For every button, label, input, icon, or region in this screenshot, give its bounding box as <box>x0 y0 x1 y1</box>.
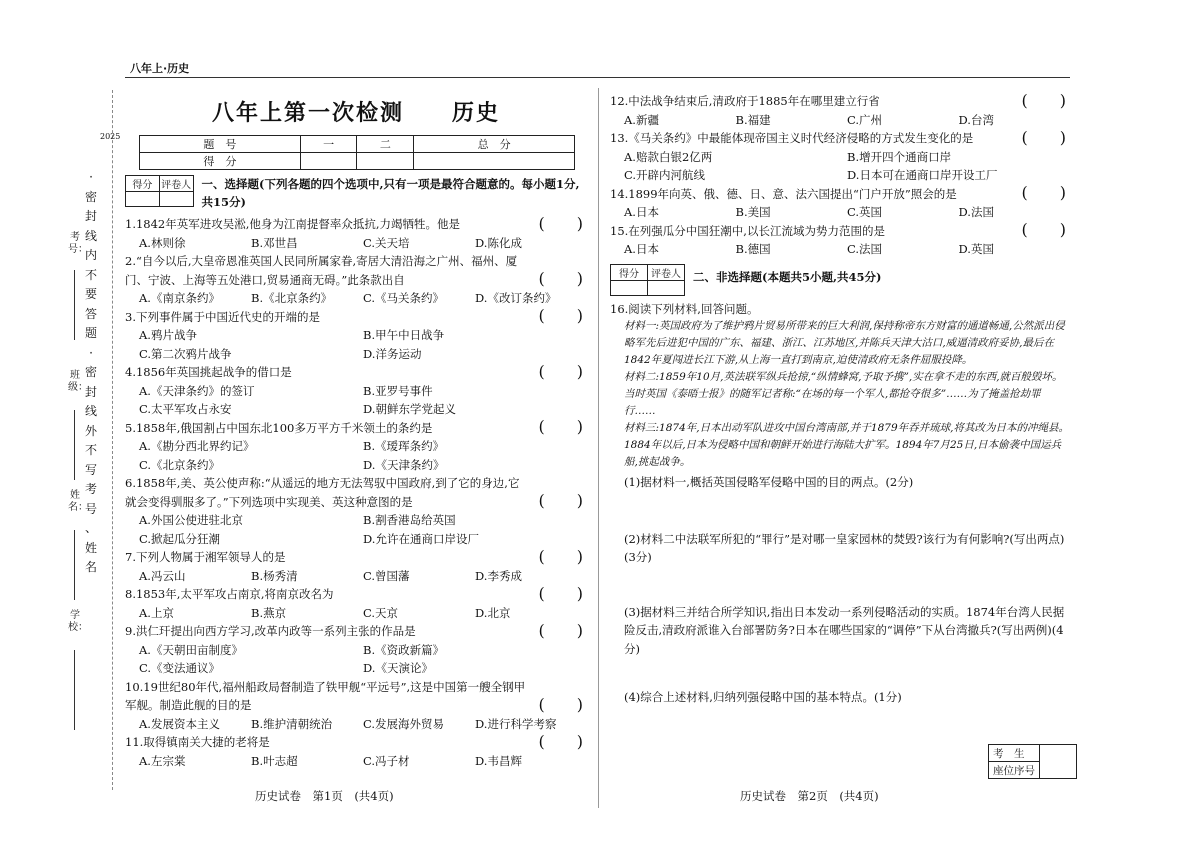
material-3: 材料三:1874年,日本出动军队进攻中国台湾南部,并于1879年吞并琉球,将其改为日本的冲绳县。1884年以后,日本为侵略中国和朝鲜开始进行海陆大扩军。1894年7月25日,日本偷袭中国运兵船,挑起战争。 <box>624 422 1069 468</box>
question-block <box>125 733 587 752</box>
option-c[interactable]: C.冯子材 <box>363 753 410 768</box>
section-2-header <box>610 264 1070 296</box>
option-b[interactable]: B.《资政新篇》 <box>363 642 445 657</box>
options-row <box>610 203 1070 222</box>
grader-name-cell[interactable] <box>648 280 685 295</box>
side-year: 2025 <box>100 132 121 141</box>
page-footer-right: 历史试卷 第2页 (共4页) <box>740 789 879 803</box>
question-block <box>610 185 1070 204</box>
question-stem: 1.1842年英军进攻吴淞,他身为江南提督率众抵抗,力竭牺牲。他是 <box>125 217 461 231</box>
option-d[interactable]: D.允许在通商口岸设厂 <box>363 531 479 546</box>
option-b[interactable]: B.《北京条约》 <box>251 291 333 305</box>
option-d[interactable]: D.陈化成 <box>475 235 522 250</box>
school-label: 学校： <box>68 610 88 633</box>
option-a[interactable]: A.《天朝田亩制度》 <box>139 642 243 657</box>
question-stem: 12.中法战争结束后,清政府于1885年在哪里建立行省 <box>610 94 880 108</box>
right-column <box>610 92 1070 707</box>
seat-label-2: 座位序号 <box>989 762 1040 779</box>
seat-number-cell[interactable] <box>1040 745 1077 779</box>
option-c[interactable]: C.《北京条约》 <box>139 457 221 472</box>
school-line <box>74 650 75 730</box>
option-a[interactable]: A.发展资本主义 <box>139 716 220 731</box>
name-label: 姓名： <box>68 490 88 513</box>
question-16-stem: 16.阅读下列材料,回答问题。 <box>610 301 759 316</box>
question-stem: 11.取得镇南关大捷的老将是 <box>125 735 270 749</box>
options-row <box>125 234 587 253</box>
seal-char: 写 <box>84 462 97 477</box>
seal-char: 不 <box>84 443 97 457</box>
options-row <box>610 148 1070 185</box>
score-header-cell: 一 <box>300 136 357 153</box>
option-b[interactable]: B.叶志超 <box>251 753 298 768</box>
option-b[interactable]: B.邓世昌 <box>251 235 298 250</box>
options-row <box>125 511 587 548</box>
material-1: 材料一:英国政府为了维护鸦片贸易所带来的巨大利润,保持称帝东方财富的通道畅通,公然派出侵略军先后进犯中国的广东、福建、浙江、江苏地区,并陈兵天津大沽口,威逼清政府妥协,最后在1842年夏闯进长江下游,从上海一直打到南京,迫使清政府无条件屈服投降。 <box>624 320 1065 366</box>
left-column <box>125 92 587 770</box>
question-block <box>125 585 587 604</box>
seat-label-1: 考 生 <box>989 745 1040 762</box>
option-c[interactable]: C.曾国藩 <box>363 568 410 583</box>
answer-paren[interactable]: ( ) <box>538 491 583 510</box>
column-divider <box>598 88 599 808</box>
grader-score-label: 得分 <box>126 176 160 192</box>
answer-paren[interactable]: ( ) <box>1021 90 1066 110</box>
seal-char: · <box>89 345 93 360</box>
sub-question-2: (2)材料二中法联军所犯的“罪行”是对哪一皇家园林的焚毁?该行为有何影响?(写出两点)(3分) <box>624 531 1065 564</box>
option-d[interactable]: D.《改订条约》 <box>475 291 557 305</box>
exam-number-line <box>74 270 75 340</box>
option-d[interactable]: D.韦昌辉 <box>475 753 522 768</box>
option-c[interactable]: C.法国 <box>847 242 883 256</box>
answer-paren[interactable]: ( ) <box>1021 183 1066 202</box>
option-b[interactable]: B.燕京 <box>251 605 287 620</box>
options-row <box>125 715 587 734</box>
seal-char: 线 <box>84 404 97 418</box>
seal-char: 号 <box>84 501 97 516</box>
grader-name-cell[interactable] <box>159 192 193 207</box>
grader-box <box>610 264 685 296</box>
seal-char: 内 <box>84 248 97 262</box>
options-row <box>125 567 587 586</box>
section-2-title: 二、非选择题(本题共5小题,共45分) <box>693 269 882 284</box>
option-a[interactable]: A.鸦片战争 <box>139 328 197 342</box>
option-c[interactable]: C.太平军攻占永安 <box>139 402 232 416</box>
options-row <box>610 240 1070 259</box>
options-row <box>125 437 587 474</box>
seal-line-text <box>82 168 100 578</box>
seal-char: 封 <box>84 384 97 399</box>
options-row <box>125 289 587 308</box>
question-block <box>125 308 587 327</box>
option-a[interactable]: A.左宗棠 <box>139 753 186 768</box>
question-list-right <box>610 92 1070 259</box>
grader-box <box>125 175 194 207</box>
option-a[interactable]: A.新疆 <box>624 112 659 127</box>
seal-char: 姓 <box>84 540 97 555</box>
question-block <box>610 222 1070 241</box>
question-stem: 14.1899年向英、俄、德、日、意、法六国提出“门户开放”照会的是 <box>610 186 957 201</box>
options-row <box>125 326 587 363</box>
question-block <box>125 252 587 289</box>
grader-name-label: 评卷人 <box>648 264 685 280</box>
options-row <box>610 111 1070 130</box>
option-d[interactable]: D.北京 <box>475 605 511 620</box>
class-line <box>74 410 75 480</box>
question-block <box>125 622 587 641</box>
seal-char: 密 <box>84 189 97 204</box>
answer-paren[interactable]: ( ) <box>1021 127 1066 147</box>
seal-char: 密 <box>84 365 97 379</box>
options-row <box>125 752 587 771</box>
option-a[interactable]: A.林则徐 <box>139 235 186 250</box>
question-block <box>125 363 587 382</box>
option-d[interactable]: D.《天津条约》 <box>363 457 445 472</box>
answer-space-2[interactable] <box>610 567 1070 603</box>
section-1-header <box>125 175 587 211</box>
header-rule <box>125 77 1070 78</box>
option-b[interactable]: B.德国 <box>735 242 771 256</box>
question-stem: 3.下列事件属于中国近代史的开端的是 <box>125 309 320 324</box>
grader-name-label: 评卷人 <box>159 176 193 192</box>
seal-char: · <box>89 170 93 184</box>
seal-char: 答 <box>84 306 97 321</box>
seal-char: 不 <box>84 267 97 282</box>
score-cell[interactable] <box>300 153 357 170</box>
option-d[interactable]: D.台湾 <box>958 112 994 127</box>
answer-paren[interactable]: ( ) <box>538 694 583 714</box>
score-header-cell: 二 <box>357 136 414 153</box>
options-row <box>125 604 587 623</box>
option-d[interactable]: D.日本可在通商口岸开设工厂 <box>847 168 998 182</box>
exam-number-label: 考号： <box>68 232 88 255</box>
grader-score-label: 得分 <box>611 264 648 280</box>
option-a[interactable]: A.上京 <box>139 605 174 620</box>
sub-question-3: (3)据材料三并结合所学知识,指出日本发动一系列侵略活动的实质。1874年台湾人民据险反击,清政府派谁入台部署防务?日本在哪些国家的“调停”下从台湾撤兵?(写出两例)(4分) <box>624 604 1065 656</box>
answer-paren[interactable]: ( ) <box>538 213 583 233</box>
sub-question-1: (1)据材料一,概括英国侵略军侵略中国的目的两点。(2分) <box>624 475 914 489</box>
option-c[interactable]: C.英国 <box>847 205 883 219</box>
seal-char: 名 <box>84 560 97 574</box>
score-cell[interactable] <box>357 153 414 170</box>
seal-char: 封 <box>84 209 97 223</box>
option-d[interactable]: D.《天演论》 <box>363 661 433 675</box>
option-a[interactable]: A.《天津条约》的签订 <box>139 383 255 398</box>
option-a[interactable]: A.日本 <box>624 242 659 256</box>
question-block <box>610 92 1070 111</box>
question-stem: 5.1858年,俄国割占中国东北100多万平方千米领土的条约是 <box>125 420 433 435</box>
option-b[interactable]: B.美国 <box>735 205 771 219</box>
question-stem: 10.19世纪80年代,福州船政局督制造了铁甲舰“平远号”,这是中国第一艘全钢甲军舰。制造此舰的目的是 <box>125 679 526 712</box>
option-d[interactable]: D.朝鲜东学党起义 <box>363 402 456 416</box>
page-footer-left: 历史试卷 第1页 (共4页) <box>255 789 394 803</box>
question-block <box>610 129 1070 148</box>
answer-paren[interactable]: ( ) <box>538 620 583 640</box>
option-b[interactable]: B.维护清朝统治 <box>251 716 333 731</box>
option-c[interactable]: C.天京 <box>363 605 399 620</box>
option-b[interactable]: B.《瑷珲条约》 <box>363 439 445 453</box>
question-block <box>125 678 587 715</box>
answer-space-3[interactable] <box>610 658 1070 688</box>
question-stem: 2.“自今以后,大皇帝恩准英国人民同所属家眷,寄居大清沿海之广州、福州、厦门、宁波、上海等五处港口,贸易通商无碍。”此条款出自 <box>125 254 518 287</box>
page-header: 八年上·历史 <box>130 62 190 75</box>
option-b[interactable]: B.亚罗号事件 <box>363 383 433 398</box>
answer-paren[interactable]: ( ) <box>538 583 583 603</box>
answer-paren[interactable]: ( ) <box>538 361 583 381</box>
seal-char: 外 <box>84 423 97 438</box>
option-a[interactable]: A.冯云山 <box>139 568 186 583</box>
grader-score-cell[interactable] <box>611 280 648 295</box>
score-cell[interactable] <box>414 153 575 170</box>
option-a[interactable]: A.《勘分西北界约记》 <box>139 439 255 453</box>
question-stem: 15.在列强瓜分中国狂潮中,以长江流域为势力范围的是 <box>610 223 885 238</box>
seal-char: 题 <box>84 326 97 340</box>
seal-dashed-line <box>112 90 113 790</box>
option-c[interactable]: C.广州 <box>847 112 883 127</box>
question-block <box>125 474 587 511</box>
question-block <box>125 419 587 438</box>
option-b[interactable]: B.福建 <box>735 112 771 127</box>
answer-paren[interactable]: ( ) <box>538 306 583 325</box>
option-c[interactable]: C.发展海外贸易 <box>363 716 445 731</box>
question-stem: 13.《马关条约》中最能体现帝国主义时代经济侵略的方式发生变化的是 <box>610 131 974 145</box>
exam-title: 八年上第一次检测 历史 <box>211 100 500 126</box>
answer-paren[interactable]: ( ) <box>538 546 583 566</box>
option-c[interactable]: C.掀起瓜分狂潮 <box>139 531 221 546</box>
question-stem: 6.1858年,美、英公使声称:“从遥远的地方无法驾驭中国政府,到了它的身边,它就会变得驯服多了。”下列选项中实现美、英这种意图的是 <box>125 476 520 509</box>
seat-number-box <box>988 744 1077 779</box>
score-row-label: 得 分 <box>140 153 301 170</box>
score-header-cell: 总 分 <box>414 136 575 153</box>
name-line <box>74 530 75 600</box>
option-c[interactable]: C.开辟内河航线 <box>624 168 706 182</box>
option-a[interactable]: A.外国公使进驻北京 <box>139 513 243 527</box>
question-block <box>125 215 587 234</box>
answer-paren[interactable]: ( ) <box>538 417 583 436</box>
option-c[interactable]: C.《变法通议》 <box>139 661 221 675</box>
option-b[interactable]: B.割香港岛给英国 <box>363 513 456 527</box>
seal-char: 线 <box>84 228 97 243</box>
option-c[interactable]: C.关天培 <box>363 235 410 250</box>
option-d[interactable]: D.李秀成 <box>475 568 522 583</box>
answer-paren[interactable]: ( ) <box>538 269 583 288</box>
score-table <box>139 135 575 170</box>
answer-paren[interactable]: ( ) <box>538 731 583 751</box>
sub-question-4: (4)综合上述材料,归纳列强侵略中国的基本特点。(1分) <box>624 690 902 704</box>
answer-paren[interactable]: ( ) <box>1021 220 1066 239</box>
seal-char: 考 <box>84 482 97 496</box>
answer-space-1[interactable] <box>610 492 1070 530</box>
option-d[interactable]: D.洋务运动 <box>363 346 422 361</box>
class-label: 班级： <box>68 370 88 393</box>
question-stem: 9.洪仁玕提出向西方学习,改革内政等一系列主张的作品是 <box>125 624 416 638</box>
option-b[interactable]: B.杨秀清 <box>251 568 298 583</box>
option-b[interactable]: B.增开四个通商口岸 <box>847 149 952 164</box>
material-2: 材料二:1859年10月,英法联军纵兵抢掠,“纵情蜂窝,予取予携”,实在拿不走的东西,就百般毁坏。当时英国《泰晤士报》的随军记者称:“在场的每一个军人,都抢夺很多”……为了掩盖抢劫罪行…… <box>624 371 1063 417</box>
option-d[interactable]: D.英国 <box>958 242 994 256</box>
option-b[interactable]: B.甲午中日战争 <box>363 328 445 342</box>
option-d[interactable]: D.进行科学考察 <box>475 716 557 731</box>
option-d[interactable]: D.法国 <box>958 205 994 219</box>
options-row <box>125 641 587 678</box>
option-c[interactable]: C.《马关条约》 <box>363 291 445 305</box>
seal-char: 、 <box>84 521 97 535</box>
question-block <box>125 548 587 567</box>
options-row <box>125 382 587 419</box>
option-a[interactable]: A.日本 <box>624 205 659 219</box>
score-header-cell: 题 号 <box>140 136 301 153</box>
seal-char: 要 <box>84 287 97 301</box>
grader-score-cell[interactable] <box>126 192 160 207</box>
question-list-left <box>125 215 587 770</box>
question-stem: 4.1856年英国挑起战争的借口是 <box>125 365 292 379</box>
option-c[interactable]: C.第二次鸦片战争 <box>139 346 232 361</box>
section-1-title: 一、选择题(下列各题的四个选项中,只有一项是最符合题意的。每小题1分,共15分) <box>201 177 580 209</box>
option-a[interactable]: A.《南京条约》 <box>139 291 220 305</box>
question-stem: 8.1853年,太平军攻占南京,将南京改名为 <box>125 587 334 601</box>
question-stem: 7.下列人物属于湘军领导人的是 <box>125 550 286 564</box>
option-a[interactable]: A.赔款白银2亿两 <box>624 149 713 164</box>
